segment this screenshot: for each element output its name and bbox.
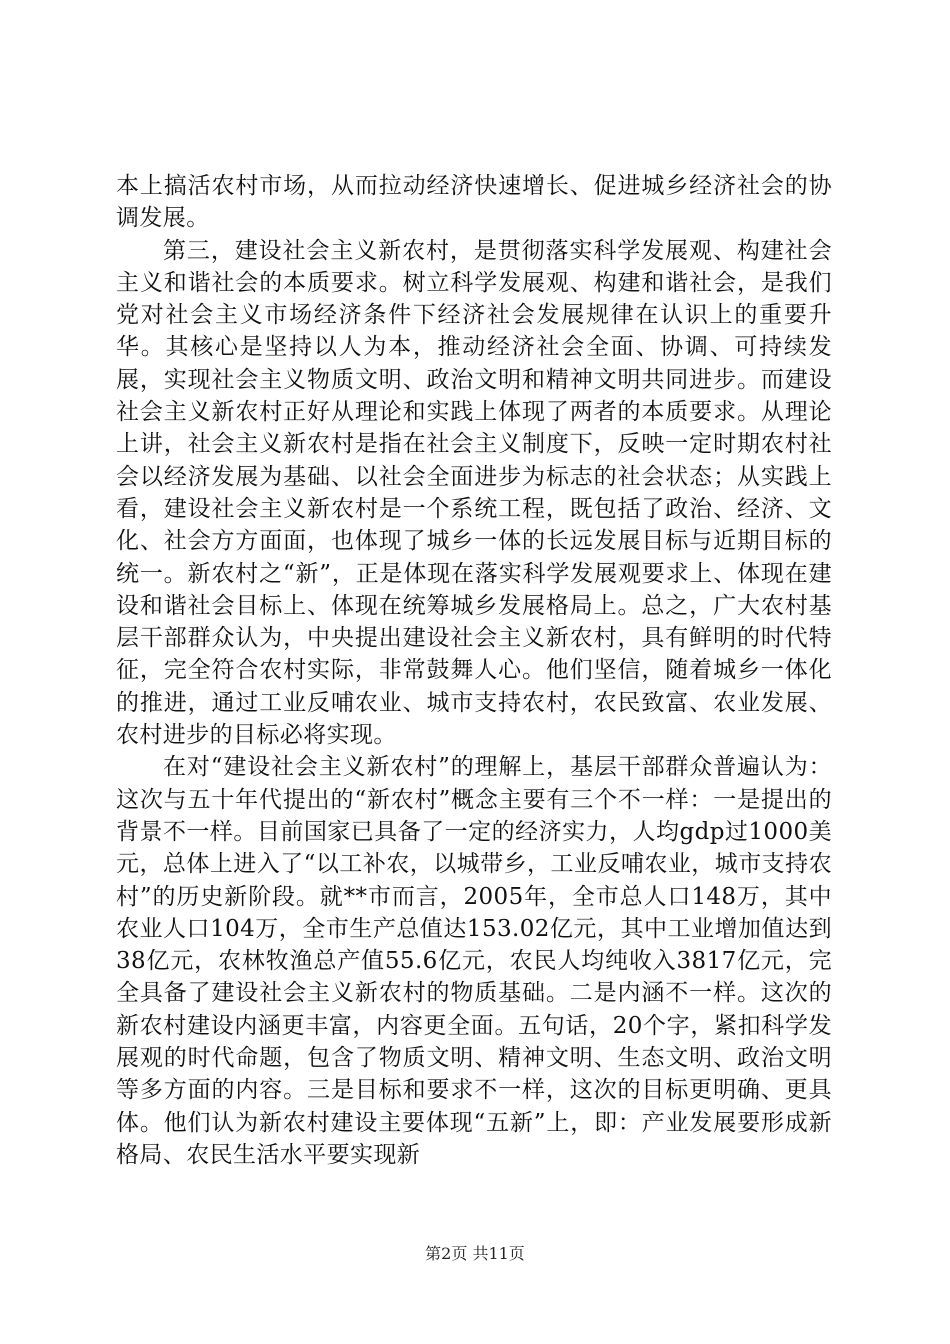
page-number-footer: 第2页 共11页 [425,1244,525,1263]
document-body [116,170,832,1171]
paragraph-3: 在对“建设社会主义新农村”的理解上，基层干部群众普遍认为：这次与五十年代提出的“新农村”概念主要有三个不一样：一是提出的背景不一样。目前国家已具备了一定的经济实力，人均gdp过1000美元，总体上进入了“以工补农，以城带乡，工业反哺农业，城市支持农村”的历史新阶段。就**市而言，2005年，全市总人口148万，其中农业人口104万，全市生产总值达153.02亿元，其中工业增加值达到38亿元，农林牧渔总产值55.6亿元，农民人均纯收入3817亿元，完全具备了建设社会主义新农村的物质基础。二是内涵不一样。这次的新农村建设内涵更丰富，内容更全面。五句话，20个字，紧扣科学发展观的时代命题，包含了物质文明、精神文明、生态文明、政治文明等多方面的内容。三是目标和要求不一样，这次的目标更明确、更具体。他们认为新农村建设主要体现“五新”上，即：产业发展要形成新格局、农民生活水平要实现新 [116,754,832,1168]
paragraph-1: 本上搞活农村市场，从而拉动经济快速增长、促进城乡经济社会的协调发展。 [116,173,832,232]
paragraph-2: 第三，建设社会主义新农村，是贯彻落实科学发展观、构建社会主义和谐社会的本质要求。树立科学发展观、构建和谐社会，是我们党对社会主义市场经济条件下经济社会发展规律在认识上的重要升华。其核心是坚持以人为本，推动经济社会全面、协调、可持续发展，实现社会主义物质文明、政治文明和精神文明共同进步。而建设社会主义新农村正好从理论和实践上体现了两者的本质要求。从理论上讲，社会主义新农村是指在社会主义制度下，反映一定时期农村社会以经济发展为基础、以社会全面进步为标志的社会状态；从实践上看，建设社会主义新农村是一个系统工程，既包括了政治、经济、文化、社会方方面面，也体现了城乡一体的长远发展目标与近期目标的统一。新农村之“新”，正是体现在落实科学发展观要求上、体现在建设和谐社会目标上、体现在统筹城乡发展格局上。总之，广大农村基层干部群众认为，中央提出建设社会主义新农村，具有鲜明的时代特征，完全符合农村实际，非常鼓舞人心。他们坚信，随着城乡一体化的推进，通过工业反哺农业、城市支持农村，农民致富、农业发展、农村进步的目标必将实现。 [116,237,832,749]
